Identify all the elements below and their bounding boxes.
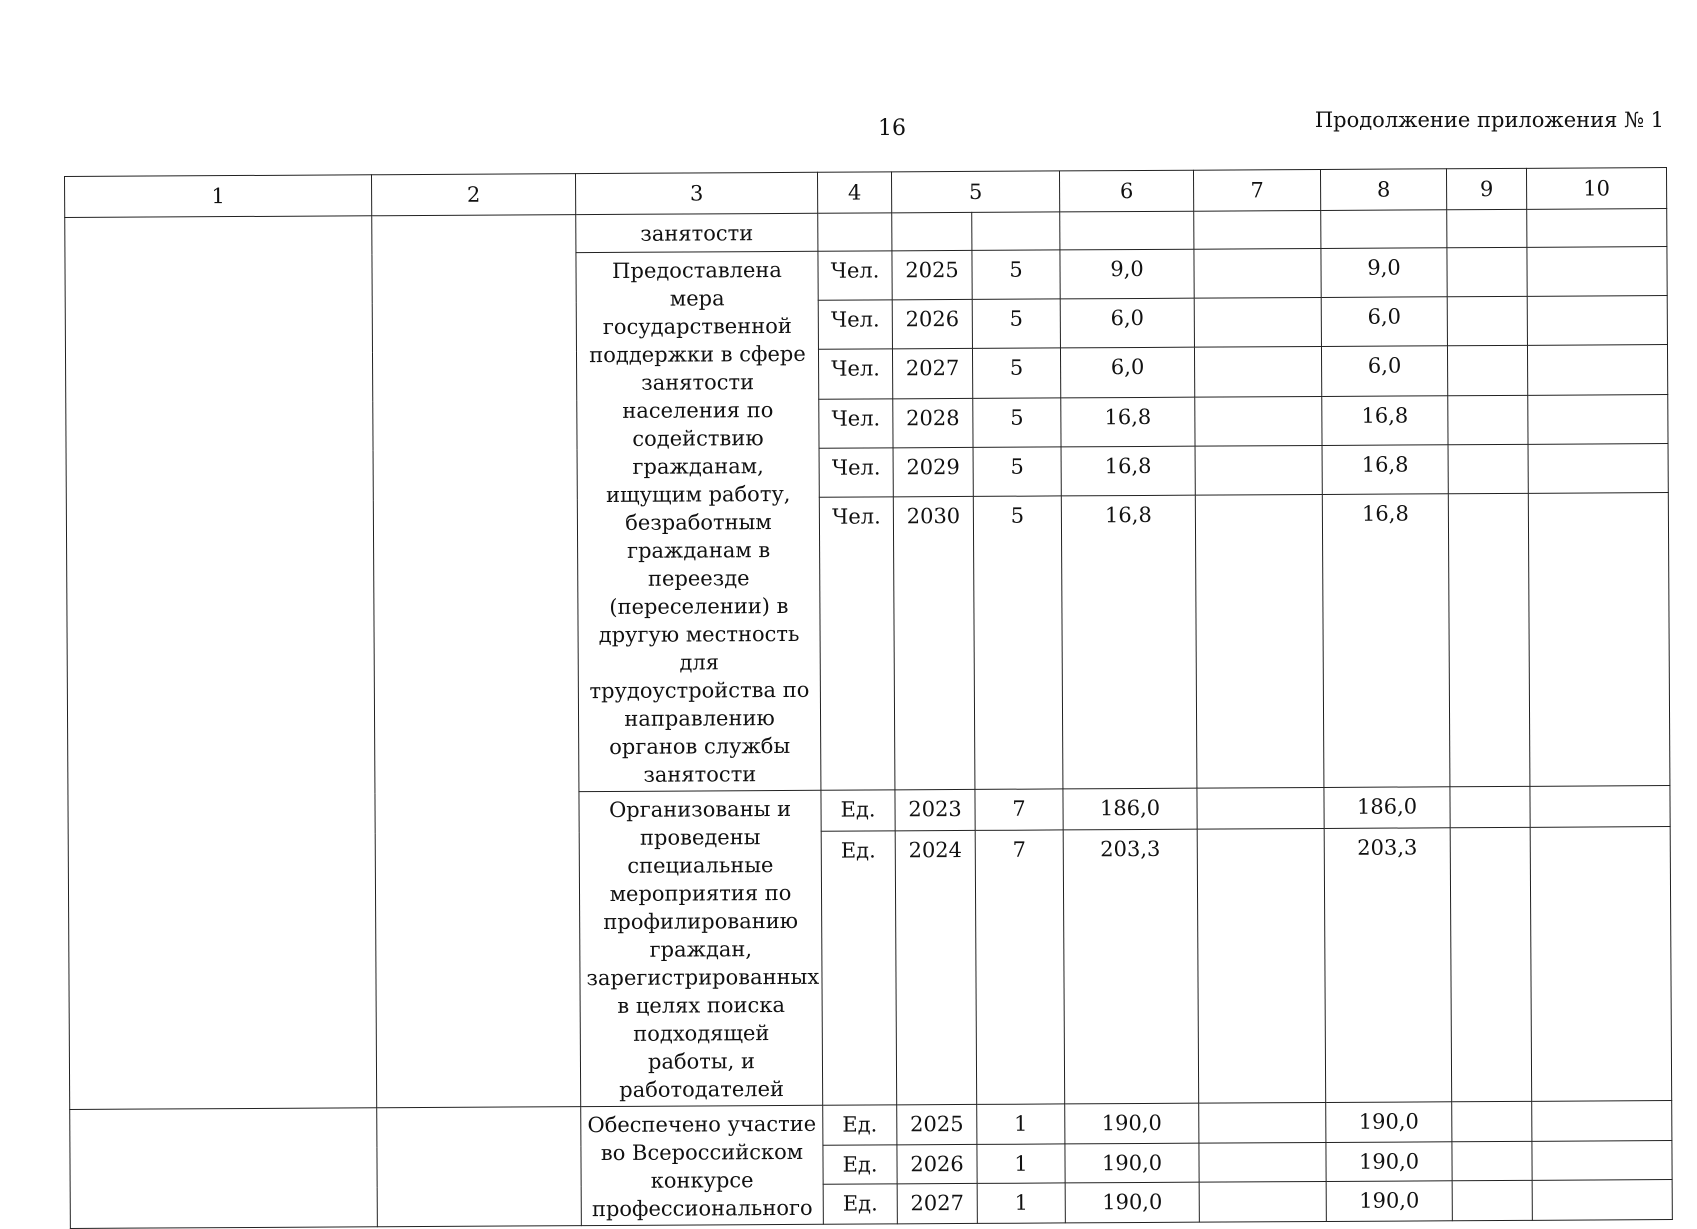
- cell-col2: [377, 1107, 582, 1227]
- group-description: Предоставлена мера государственной поддержки в сфере занятости населения по содействию гражданам, ищущим работу, безработным гражданам в переезде (переселении) в другую местность для трудоустройства по направлению органов службы занятости: [576, 251, 821, 791]
- cell-coef: 1: [977, 1144, 1065, 1184]
- cell-coef: 7: [975, 830, 1065, 1105]
- cell-col6: 186,0: [1063, 788, 1197, 829]
- cell-col7: [1195, 445, 1322, 495]
- cell-col8: [1321, 210, 1447, 249]
- cell-col9: [1448, 444, 1528, 494]
- cell-col1: [70, 1108, 378, 1229]
- cell-col6: [1060, 211, 1194, 250]
- cell-unit: Чел.: [819, 399, 893, 449]
- cell-col10: [1528, 394, 1668, 444]
- cell-col6: 6,0: [1060, 348, 1194, 398]
- cell-col10: [1527, 296, 1667, 346]
- group-description: Организованы и проведены специальные мероприятия по профилированию граждан, зарегистрированных в целях поиска подходящей работы, и работодателей: [579, 790, 823, 1106]
- cell-col6: 6,0: [1060, 298, 1194, 348]
- cell-unit: Чел.: [818, 300, 892, 350]
- cell-coef: [972, 212, 1060, 250]
- cell-col7: [1195, 495, 1324, 789]
- cell-col8: 9,0: [1321, 248, 1447, 298]
- cell-year: 2025: [897, 1104, 977, 1144]
- cell-year: 2026: [897, 1144, 977, 1184]
- cell-col10: [1530, 786, 1670, 827]
- cell-unit: Ед.: [823, 1145, 897, 1185]
- cell-col6: 16,8: [1061, 495, 1197, 789]
- cell-col10: [1527, 345, 1667, 395]
- cell-col7: [1194, 248, 1321, 298]
- data-table-wrapper: [64, 167, 1672, 1229]
- column-header-5: 5: [891, 171, 1059, 213]
- cell-coef: 7: [975, 789, 1063, 830]
- cell-col6: 190,0: [1065, 1182, 1199, 1222]
- cell-coef: 5: [973, 398, 1061, 448]
- cell-col10: [1532, 1101, 1672, 1141]
- cell-coef: 1: [977, 1104, 1065, 1144]
- carryover-description: занятости: [576, 213, 818, 252]
- cell-col9: [1452, 1181, 1532, 1221]
- cell-col10: [1527, 209, 1667, 248]
- cell-year: 2028: [893, 398, 973, 448]
- cell-col2: [372, 215, 581, 1108]
- cell-unit: [818, 213, 892, 251]
- cell-col8: 190,0: [1326, 1181, 1452, 1221]
- cell-col7: [1199, 1142, 1326, 1182]
- cell-col1: [65, 216, 377, 1110]
- cell-unit: Ед.: [821, 790, 895, 831]
- cell-col9: [1448, 493, 1530, 786]
- cell-col9: [1450, 827, 1532, 1102]
- cell-col10: [1532, 1180, 1672, 1220]
- cell-year: 2030: [893, 497, 975, 790]
- cell-year: 2027: [897, 1184, 977, 1224]
- column-header-4: 4: [817, 172, 891, 213]
- cell-col8: 16,8: [1322, 445, 1448, 495]
- cell-col8: 16,8: [1322, 395, 1448, 445]
- cell-col9: [1447, 297, 1527, 347]
- cell-coef: 5: [973, 447, 1061, 497]
- cell-col6: 190,0: [1065, 1103, 1199, 1143]
- cell-col9: [1448, 395, 1528, 445]
- column-header-9: 9: [1446, 168, 1526, 209]
- cell-col9: [1452, 1101, 1532, 1141]
- cell-col6: 9,0: [1060, 249, 1194, 299]
- cell-year: 2023: [895, 789, 975, 830]
- cell-col6: 190,0: [1065, 1143, 1199, 1183]
- column-header-3: 3: [575, 172, 817, 214]
- cell-col7: [1199, 1102, 1326, 1142]
- cell-col6: 16,8: [1061, 446, 1195, 496]
- cell-year: 2025: [892, 250, 972, 300]
- cell-col9: [1452, 1141, 1532, 1181]
- cell-col6: 16,8: [1061, 397, 1195, 447]
- cell-col7: [1195, 396, 1322, 446]
- cell-unit: Ед.: [823, 1105, 897, 1145]
- cell-col10: [1528, 443, 1668, 493]
- column-header-7: 7: [1193, 169, 1320, 211]
- cell-col10: [1527, 247, 1667, 297]
- cell-col8: 190,0: [1326, 1141, 1452, 1181]
- cell-col10: [1528, 493, 1670, 787]
- cell-unit: Ед.: [821, 831, 897, 1106]
- cell-col8: 186,0: [1324, 787, 1450, 828]
- cell-col9: [1447, 247, 1527, 297]
- cell-unit: Чел.: [818, 349, 892, 399]
- column-header-10: 10: [1526, 168, 1666, 210]
- cell-year: 2027: [892, 349, 972, 399]
- cell-coef: 5: [973, 496, 1063, 789]
- cell-col10: [1532, 1140, 1672, 1180]
- cell-col8: 203,3: [1324, 827, 1452, 1102]
- cell-col10: [1530, 826, 1672, 1101]
- cell-col8: 6,0: [1321, 346, 1447, 396]
- cell-col7: [1194, 298, 1321, 348]
- column-header-1: 1: [65, 175, 372, 218]
- cell-col7: [1197, 828, 1326, 1103]
- cell-col7: [1199, 1182, 1326, 1222]
- cell-unit: Чел.: [818, 251, 892, 301]
- cell-col8: 6,0: [1321, 297, 1447, 347]
- page-number: 16: [878, 116, 906, 141]
- cell-year: 2029: [893, 447, 973, 497]
- data-table: [64, 167, 1673, 1229]
- cell-unit: Ед.: [823, 1184, 897, 1224]
- cell-col9: [1450, 786, 1530, 827]
- cell-coef: 1: [977, 1183, 1065, 1223]
- cell-col7: [1194, 210, 1321, 249]
- cell-year: 2026: [892, 300, 972, 350]
- cell-col9: [1447, 346, 1527, 396]
- cell-col6: 203,3: [1063, 829, 1199, 1104]
- cell-unit: Чел.: [819, 448, 893, 498]
- group-description: Обеспечено участие во Всероссийском конкурсе профессионального: [581, 1105, 824, 1225]
- column-header-6: 6: [1059, 170, 1193, 212]
- cell-col9: [1447, 209, 1527, 247]
- cell-year: [892, 212, 972, 250]
- cell-col8: 16,8: [1322, 494, 1450, 788]
- cell-year: 2024: [895, 830, 977, 1105]
- appendix-note: Продолжение приложения № 1: [1314, 108, 1664, 132]
- cell-coef: 5: [972, 348, 1060, 398]
- cell-unit: Чел.: [819, 497, 895, 790]
- column-header-8: 8: [1320, 169, 1446, 211]
- cell-coef: 5: [972, 299, 1060, 349]
- column-header-2: 2: [371, 174, 575, 216]
- cell-col7: [1194, 347, 1321, 397]
- cell-col8: 190,0: [1326, 1102, 1452, 1142]
- cell-coef: 5: [972, 250, 1060, 300]
- cell-col7: [1197, 787, 1324, 828]
